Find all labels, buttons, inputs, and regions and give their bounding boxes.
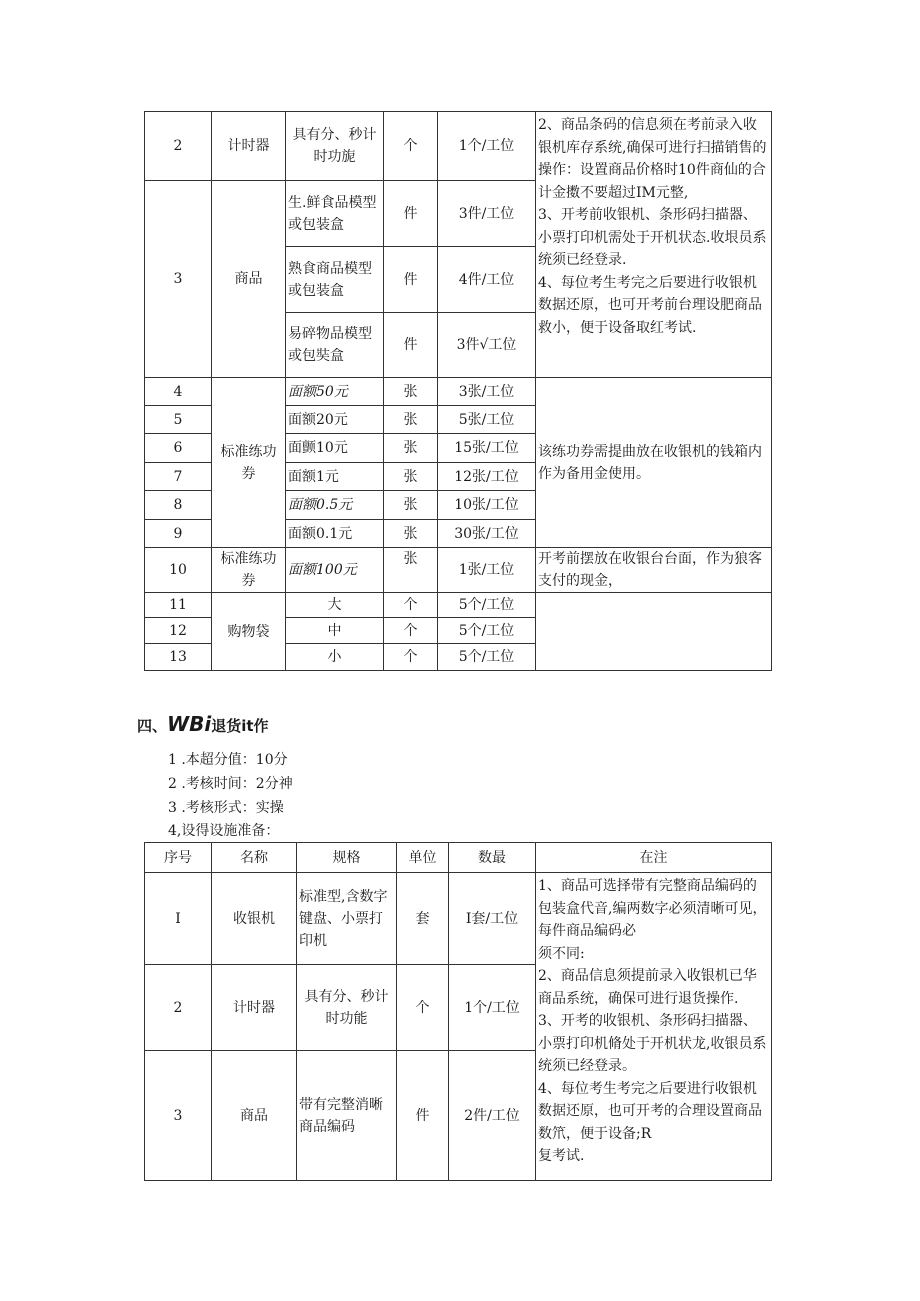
item-unit: 个: [397, 965, 449, 1051]
item-qty: 3件/工位: [438, 181, 536, 247]
row-number: 4: [145, 378, 212, 406]
row-number: 7: [145, 463, 212, 491]
item-unit: 个: [384, 644, 438, 671]
item-unit: 张: [384, 491, 438, 520]
row-number: 8: [145, 491, 212, 520]
item-name: 购物袋: [212, 593, 286, 671]
item-unit: 件: [397, 1051, 449, 1181]
section-heading: [137, 712, 269, 736]
notes-cell: 1、商品可选择带有完整商品编码的包装盒代音,编两数字必须清晰可见，每件商品编码必 须不同: 2、商品信息须提前录入收银机已华商品系统，确保可进行退货操作. 3、开考的收银机、条形码扫描器、小票打印机脩处于开机状龙,收银员系统须已经登录。 4、每位考生考完之后要进行收银机数据还原，也可开考的合理设置商品数笊，便于设备;R 复考试.: [536, 873, 772, 1181]
item-qty: 5个/工位: [438, 593, 536, 618]
header-cell: 在注: [536, 843, 772, 873]
item-spec: 面额0.1元: [286, 520, 384, 548]
item-spec: 面额0.5元: [286, 491, 384, 520]
item-qty: 1个/工位: [449, 965, 536, 1051]
item-unit: 张: [384, 406, 438, 434]
notes-cell: 2、商品条码的信息须在考前录入收银机库存系统,确保可进行扫描销售的操作：设置商品价格时10件商仙的合计金擞不要超过IM元整, 3、开考前收银机、条形码扫描器、小票打印机需处于开机状态.收垠员系统须已经登录. 4、每位考生考完之后要进行收银机数据还原，也可开考前台理设肥商品救小，便于设备取红考试.: [536, 112, 772, 378]
item-spec: 面颤10元: [286, 434, 384, 463]
notes-cell-empty: [536, 593, 772, 671]
item-spec: 中: [286, 618, 384, 644]
item-spec: 面额50元: [286, 378, 384, 406]
row-number: 2: [145, 112, 212, 181]
row-number: 10: [145, 548, 212, 593]
item-qty: 1个/工位: [438, 112, 536, 181]
list-item: 2 .考核时间：2分神: [168, 776, 293, 792]
row-number: I: [145, 873, 212, 965]
row-number: 3: [145, 1051, 212, 1181]
item-qty: 5张/工位: [438, 406, 536, 434]
item-spec: 大: [286, 593, 384, 618]
table-row: [145, 548, 772, 593]
item-spec: 面额1元: [286, 463, 384, 491]
item-unit: 个: [384, 112, 438, 181]
item-name: 收银机: [212, 873, 297, 965]
heading-title-big: WBi: [167, 712, 212, 736]
row-number: 11: [145, 593, 212, 618]
list-item: 3 .考核形式：实操: [168, 800, 284, 816]
heading-title-rest: 退货it作: [211, 717, 269, 735]
table-header-row: [145, 843, 772, 873]
item-unit: 张: [384, 434, 438, 463]
item-qty: 12张/工位: [438, 463, 536, 491]
table-row: [145, 378, 772, 406]
row-number: 5: [145, 406, 212, 434]
equipment-table-continued: [144, 111, 772, 671]
item-qty: 30张/工位: [438, 520, 536, 548]
header-cell: 序号: [145, 843, 212, 873]
notes-cell: 该练功券需提曲放在收银机的钱箱内作为备用金使用。: [536, 378, 772, 548]
item-spec: 生.鲜食品模型或包装盒: [286, 181, 384, 247]
item-qty: 4件/工位: [438, 247, 536, 313]
row-number: 2: [145, 965, 212, 1051]
item-spec: 小: [286, 644, 384, 671]
item-spec: 具有分、秒计时功旎: [286, 112, 384, 181]
item-qty: 3件√工位: [438, 313, 536, 378]
header-cell: 数最: [449, 843, 536, 873]
item-qty: 3张/工位: [438, 378, 536, 406]
header-cell: 名称: [212, 843, 297, 873]
item-qty: 5个/工位: [438, 618, 536, 644]
notes-cell: 开考前摆放在收银台台面，作为狼客支付的现金，: [536, 548, 772, 593]
item-unit: 张: [384, 548, 438, 593]
item-spec: 面额20元: [286, 406, 384, 434]
table-row: [145, 593, 772, 618]
item-unit: 套: [397, 873, 449, 965]
heading-prefix: 四、: [137, 717, 168, 735]
item-qty: I套/工位: [449, 873, 536, 965]
item-spec: 具有分、秒计时功能: [297, 965, 397, 1051]
row-number: 13: [145, 644, 212, 671]
item-spec: 熟食商品模型或包装盒: [286, 247, 384, 313]
equipment-table: [144, 842, 772, 1181]
item-name: 标准练功券: [212, 378, 286, 548]
item-spec: 面额100元: [286, 548, 384, 593]
row-number: 9: [145, 520, 212, 548]
table-row: [145, 112, 772, 181]
item-spec: 带有完整消晰商品编码: [297, 1051, 397, 1181]
item-unit: 个: [384, 618, 438, 644]
header-cell: 规格: [297, 843, 397, 873]
item-unit: 件: [384, 313, 438, 378]
item-qty: 10张/工位: [438, 491, 536, 520]
item-unit: 件: [384, 181, 438, 247]
row-number: 3: [145, 181, 212, 378]
table-row: [145, 873, 772, 965]
item-unit: 个: [384, 593, 438, 618]
item-name: 标准练功券: [212, 548, 286, 593]
list-item: 1 .本超分值：10分: [168, 752, 288, 768]
item-unit: 件: [384, 247, 438, 313]
item-qty: 15张/工位: [438, 434, 536, 463]
item-unit: 张: [384, 520, 438, 548]
list-item: 4,设得设施准备：: [168, 823, 280, 839]
item-name: 商品: [212, 1051, 297, 1181]
item-unit: 张: [384, 378, 438, 406]
item-unit: 张: [384, 463, 438, 491]
item-spec: 易碎物品模型或包奘盒: [286, 313, 384, 378]
header-cell: 单位: [397, 843, 449, 873]
item-name: 计时器: [212, 112, 286, 181]
item-qty: 1张/工位: [438, 548, 536, 593]
item-qty: 2件/工位: [449, 1051, 536, 1181]
row-number: 12: [145, 618, 212, 644]
item-spec: 标准型,含数字键盘、小票打印机: [297, 873, 397, 965]
item-name: 商品: [212, 181, 286, 378]
item-qty: 5个/工位: [438, 644, 536, 671]
item-name: 计时器: [212, 965, 297, 1051]
row-number: 6: [145, 434, 212, 463]
